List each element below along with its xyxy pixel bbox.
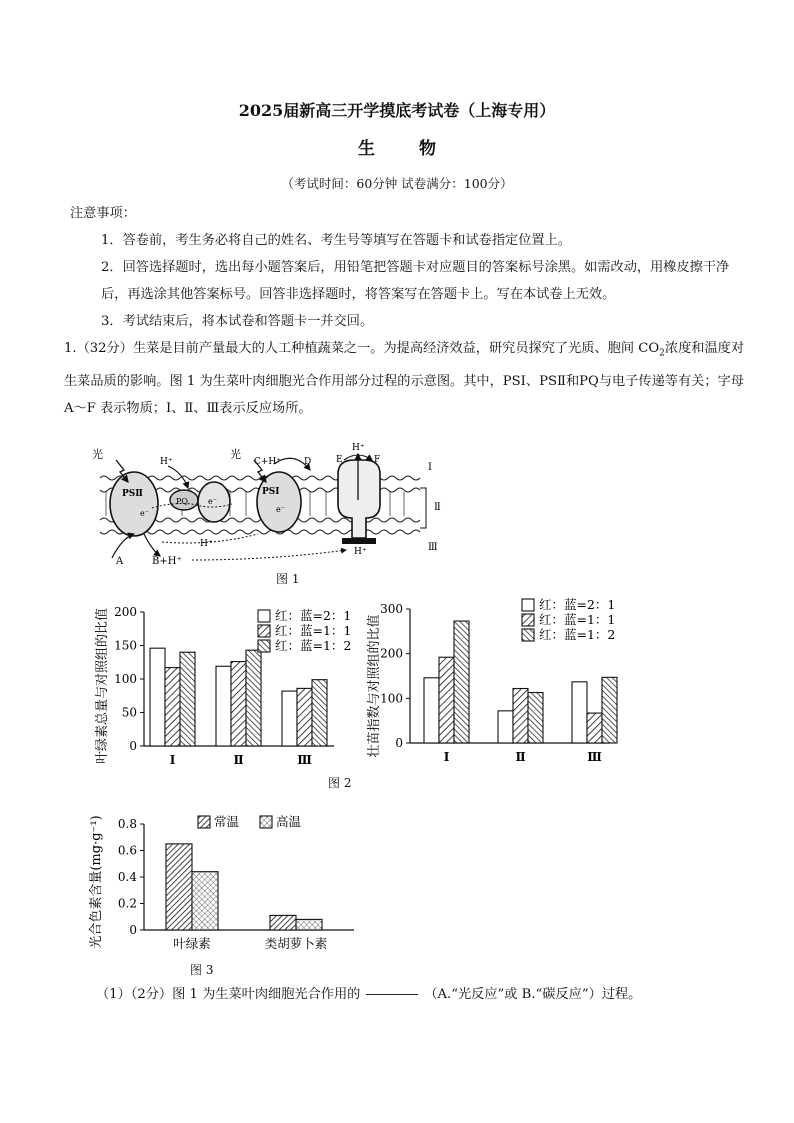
question-number: 1. — [64, 341, 77, 356]
chart-area — [114, 605, 351, 767]
light-label-1: 光 — [92, 448, 103, 461]
light-label-2: 光 — [230, 448, 241, 461]
atp-synthase — [338, 460, 380, 538]
psii-complex — [110, 472, 158, 536]
bar — [439, 657, 454, 743]
bar — [216, 666, 231, 746]
sub1-prefix: （1）（2分）图 1 为生菜叶肉细胞光合作用的 — [96, 987, 361, 1002]
y-tick-label: 0 — [129, 739, 137, 753]
legend-swatch — [260, 816, 272, 828]
d-label: D — [304, 457, 312, 467]
bar — [602, 677, 617, 743]
bar — [270, 915, 296, 930]
h-plus-bottom-2: H⁺ — [354, 547, 367, 557]
stem-text-1: 生菜是目前产量最大的人工种植蔬菜之一。为提高经济效益，研究员探究了光质、胞间 CO — [132, 341, 660, 356]
legend-swatch — [522, 614, 534, 626]
h-plus-bottom-1: H⁺ — [200, 539, 213, 549]
sub1-suffix: （A.“光反应”或 B.“碳反应”）过程。 — [424, 987, 642, 1002]
y-axis-label: 叶绿素总量与对照组的比值 — [95, 607, 110, 765]
co2-subscript: 2 — [659, 348, 665, 359]
electron-label-3: e⁻ — [276, 505, 285, 514]
bar — [297, 688, 312, 746]
a-label: A — [116, 556, 124, 567]
question-1-1 — [96, 983, 641, 1002]
legend-swatch — [258, 625, 270, 637]
y-tick-label: 0 — [395, 736, 403, 750]
figure-2-left-chart — [86, 596, 378, 776]
figure-3-caption: 图 3 — [190, 963, 214, 977]
x-tick-label: 叶绿素 — [173, 936, 211, 951]
figure-2-caption: 图 2 — [328, 776, 352, 790]
y-tick-label: 200 — [380, 646, 403, 661]
legend-swatch — [258, 640, 270, 652]
f-label: F — [374, 455, 381, 465]
c-h-label: C+H⁺ — [254, 457, 282, 467]
bar — [231, 662, 246, 746]
y-tick-label: 150 — [114, 638, 137, 653]
bar — [424, 678, 439, 743]
bar — [165, 668, 180, 746]
bar — [246, 650, 261, 746]
b-h-label: B+H⁺ — [152, 556, 182, 567]
atp-synthase-base — [342, 538, 376, 544]
figure-3-chart — [86, 800, 366, 960]
y-tick-label: 300 — [380, 602, 403, 616]
x-tick-label: Ⅰ — [169, 753, 176, 767]
h-plus-top-1: H⁺ — [160, 457, 173, 467]
y-axis-label: 光合色素含量(mg·g⁻¹) — [89, 815, 104, 949]
legend-label: 红：蓝=1：1 — [275, 623, 352, 638]
exam-title: 2025届新高三开学摸底考试卷（上海专用） — [238, 101, 556, 120]
y-tick-label: 200 — [114, 605, 137, 619]
notice-item-3: 3．考试结束后，将本试卷和答题卡一并交回。 — [101, 314, 374, 329]
h-plus-top-2: H⁺ — [352, 443, 365, 453]
exam-info: （考试时间：60分钟 试卷满分：100分） — [281, 176, 513, 191]
legend-swatch — [522, 629, 534, 641]
legend-label: 高温 — [276, 814, 302, 829]
electron-label-2: e⁻ — [208, 497, 217, 506]
x-tick-label: Ⅰ — [443, 750, 450, 764]
bar — [454, 621, 469, 743]
bar — [192, 872, 218, 930]
bar — [572, 682, 587, 743]
x-tick-label: 类胡萝卜素 — [264, 936, 328, 951]
notice-item-2: 2．回答选择题时，选出每小题答案后，用铅笔把答题卡对应题目的答案标号涂黑。如需改动，用橡皮擦干净后，再选涂其他答案标号。回答非选择题时，将答案写在答题卡上。写在本试卷上无效。 — [101, 260, 730, 302]
y-tick-label: 0.2 — [117, 896, 137, 911]
chart-area — [380, 597, 617, 764]
question-score: （32分） — [76, 341, 133, 356]
chart-area — [118, 814, 354, 951]
membrane-bracket — [420, 488, 426, 528]
water-split-arrow — [112, 534, 134, 558]
figure-1-diagram — [82, 438, 462, 580]
legend-swatch — [258, 610, 270, 622]
x-tick-label: Ⅱ — [233, 753, 244, 767]
zone-1-label: Ⅰ — [428, 462, 432, 473]
legend-swatch — [198, 816, 210, 828]
psii-label: PSⅡ — [122, 489, 143, 499]
bar — [312, 680, 327, 746]
y-axis-label: 壮苗指数与对照组的比值 — [367, 614, 382, 758]
electron-label-1: e⁻ — [140, 509, 149, 518]
answer-blank[interactable] — [366, 994, 418, 995]
legend-label: 常温 — [214, 814, 240, 829]
y-tick-label: 0.6 — [117, 843, 137, 858]
bar — [296, 919, 322, 930]
y-tick-label: 0.8 — [117, 817, 137, 831]
legend-label: 红：蓝=1：2 — [275, 638, 352, 653]
pq-label: PQ — [176, 497, 188, 506]
x-tick-label: Ⅲ — [297, 753, 312, 767]
bar — [166, 844, 192, 930]
figure-1-caption: 图 1 — [276, 572, 300, 586]
legend-label: 红：蓝=1：2 — [539, 627, 616, 642]
psi-label: PSⅠ — [262, 487, 280, 497]
legend-swatch — [522, 599, 534, 611]
y-tick-label: 100 — [380, 691, 403, 706]
bar — [150, 648, 165, 746]
y-tick-label: 100 — [114, 672, 137, 686]
legend-label: 红：蓝=1：1 — [539, 612, 616, 627]
bar — [282, 691, 297, 746]
zone-3-label: Ⅲ — [428, 542, 438, 553]
x-tick-label: Ⅲ — [587, 750, 602, 764]
bar — [180, 652, 195, 746]
stem-text-2: 浓度和温度对生菜品质的影响。图 1 为生菜叶肉细胞光合作用部分过程的示意图。其中，PSⅠ、PSⅡ和PQ与电子传递等有关；字母 A～F 表示物质；Ⅰ、Ⅱ、Ⅲ表示反应场所。 — [64, 341, 745, 416]
bar — [513, 689, 528, 743]
bar — [587, 713, 602, 743]
dotted-proton-path-2 — [192, 550, 346, 560]
bar — [528, 693, 543, 743]
question-1-stem — [64, 335, 744, 422]
figure-2-right-chart — [366, 596, 656, 776]
product-arrow — [144, 534, 160, 556]
e-label: E — [336, 455, 343, 465]
x-tick-label: Ⅱ — [515, 750, 526, 764]
notice-item-1: 1．答卷前，考生务必将自己的姓名、考生号等填写在答题卡和试卷指定位置上。 — [101, 233, 571, 248]
subject-title: 生物 — [358, 139, 480, 159]
legend-label: 红：蓝=2：1 — [275, 608, 352, 623]
legend-label: 红：蓝=2：1 — [539, 597, 616, 612]
y-tick-label: 50 — [121, 705, 137, 720]
y-tick-label: 0.4 — [117, 870, 137, 884]
zone-2-label: Ⅱ — [434, 502, 441, 513]
psi-complex — [257, 472, 301, 532]
y-tick-label: 0 — [129, 923, 137, 937]
bar — [498, 711, 513, 743]
notice-heading: 注意事项： — [70, 206, 136, 221]
